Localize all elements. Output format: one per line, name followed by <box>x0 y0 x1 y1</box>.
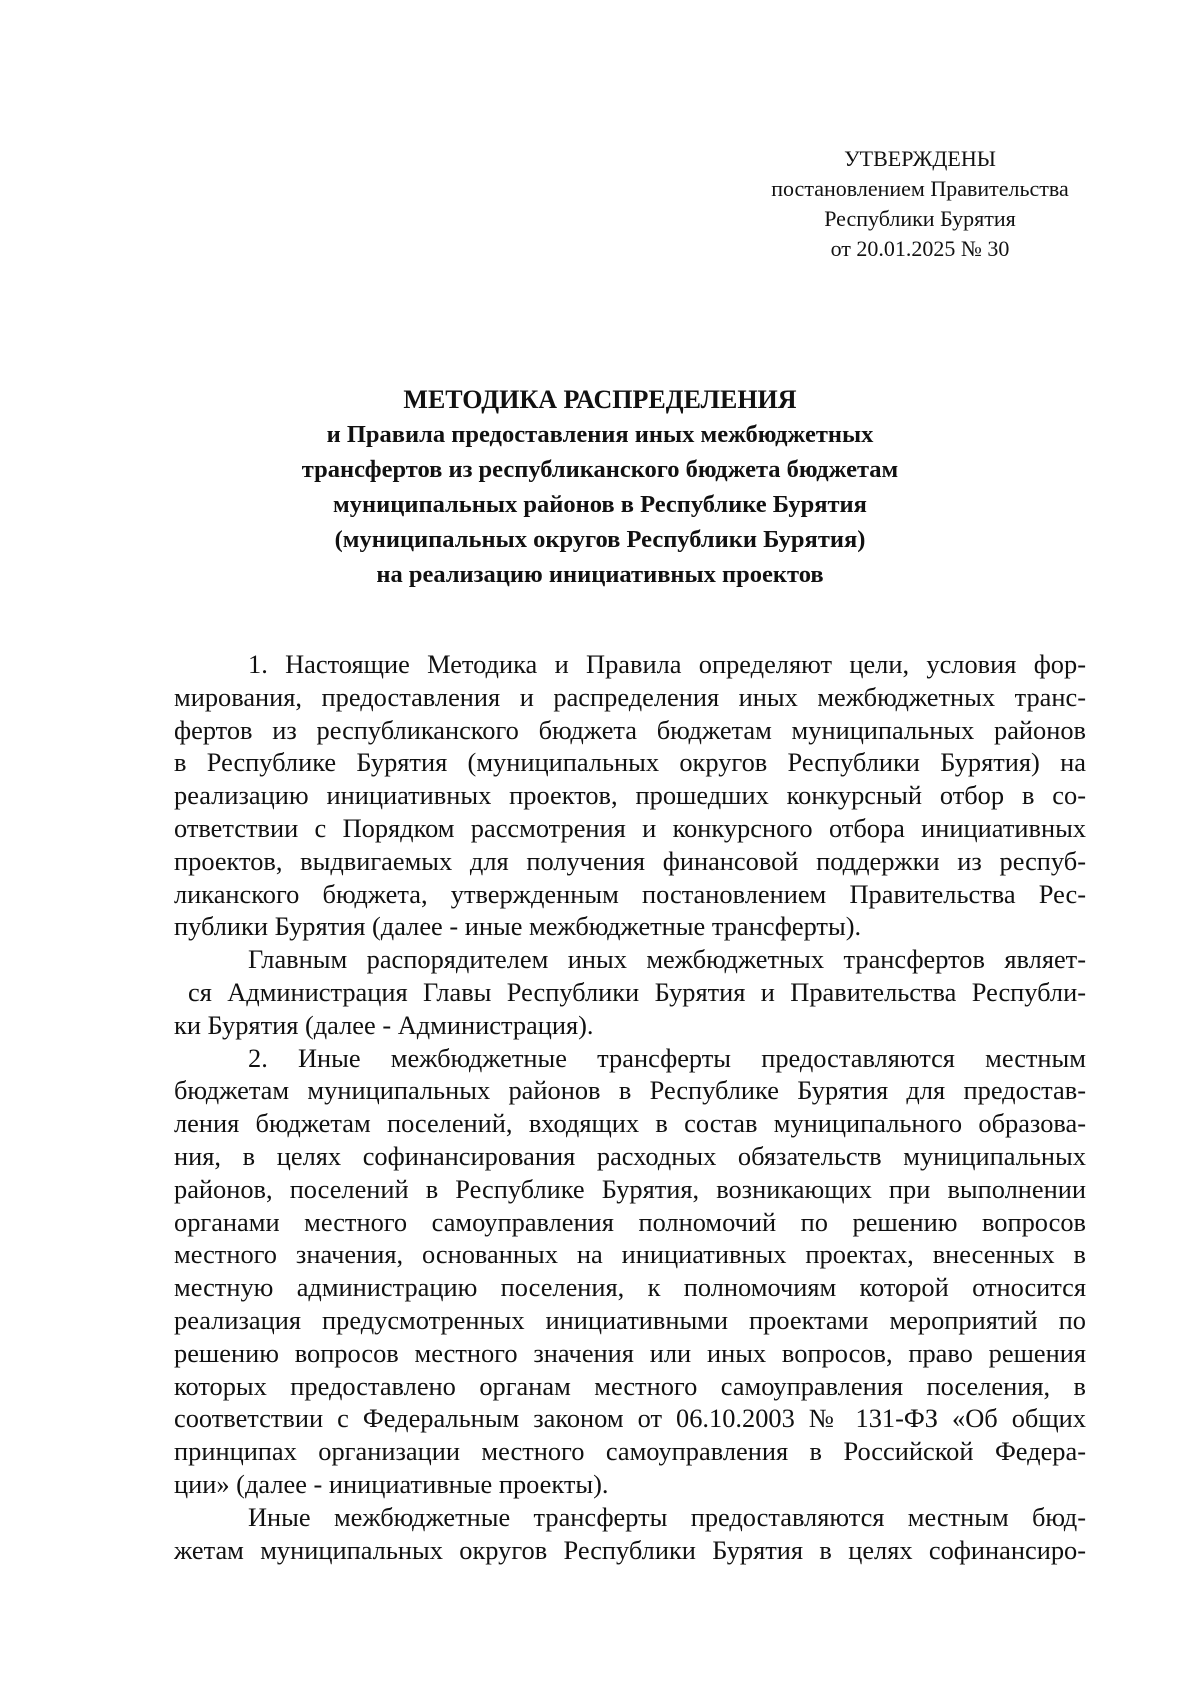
paragraph-line: ки Бурятия (далее - Администрация). <box>174 1009 594 1040</box>
title-line: на реализацию инициативных проектов <box>376 561 824 588</box>
title-line: (муниципальных округов Республики Бурятия) <box>334 526 866 553</box>
paragraph-line: органами местного самоуправления полномочий по решению вопросов <box>174 1206 1086 1237</box>
paragraph-line: фертов из республиканского бюджета бюджетам муниципальных районов <box>174 714 1086 745</box>
paragraph-line: проектов, выдвигаемых для получения финансовой поддержки из респуб- <box>174 845 1086 876</box>
paragraph-line: жетам муниципальных округов Республики Бурятия в целях софинансиро- <box>174 1534 1086 1565</box>
paragraph-line: ликанского бюджета, утвержденным постановлением Правительства Рес- <box>174 878 1086 909</box>
title-line: и Правила предоставления иных межбюджетных <box>326 421 874 448</box>
title-line: муниципальных районов в Республике Бурятия <box>333 491 867 518</box>
paragraph-line: местную администрацию поселения, к полномочиям которой относится <box>174 1272 1086 1303</box>
paragraph-line: Иные межбюджетные трансферты предоставляются местным бюд- <box>248 1501 1086 1532</box>
paragraph-line: районов, поселений в Республике Бурятия, возникающих при выполнении <box>174 1173 1086 1204</box>
title-line: трансфертов из республиканского бюджета бюджетам <box>301 456 899 483</box>
paragraph-line: мирования, предоставления и распределения иных межбюджетных транс- <box>174 681 1086 712</box>
paragraph-line: 1. Настоящие Методика и Правила определяют цели, условия фор- <box>248 649 1086 679</box>
paragraph-line: публики Бурятия (далее - иные межбюджетные трансферты). <box>174 911 862 942</box>
paragraph-line: ответствии с Порядком рассмотрения и конкурсного отбора инициативных <box>174 812 1086 843</box>
document-body <box>174 648 1086 1566</box>
paragraph-line: местного значения, основанных на инициативных проектах, внесенных в <box>174 1239 1086 1270</box>
approval-line: Республики Бурятия <box>824 206 1016 231</box>
paragraph-line: которых предоставлено органам местного самоуправления поселения, в <box>174 1370 1086 1401</box>
approval-heading: УТВЕРЖДЕНЫ <box>844 146 996 171</box>
paragraph-line: реализацию инициативных проектов, прошедших конкурсный отбор в со- <box>174 780 1086 811</box>
paragraph-line: реализация предусмотренных инициативными проектами мероприятий по <box>174 1304 1086 1335</box>
document-title <box>170 382 1030 592</box>
paragraph-line: в Республике Бурятия (муниципальных округов Республики Бурятия) на <box>174 747 1086 778</box>
approval-line: постановлением Правительства <box>771 176 1069 201</box>
paragraph-line: ления бюджетам поселений, входящих в состав муниципального образова- <box>174 1108 1086 1139</box>
title-main: МЕТОДИКА РАСПРЕДЕЛЕНИЯ <box>403 385 797 414</box>
paragraph-line: ся Администрация Главы Республики Бурятия и Правительства Республи- <box>188 976 1086 1007</box>
approval-date-number: от 20.01.2025 № 30 <box>830 236 1010 261</box>
paragraph-line: 2. Иные межбюджетные трансферты предоставляются местным <box>248 1042 1086 1073</box>
paragraph-line: ния, в целях софинансирования расходных обязательств муниципальных <box>174 1140 1086 1171</box>
paragraph-line: соответствии с Федеральным законом от 06.10.2003 № 131-ФЗ «Об общих <box>174 1403 1086 1434</box>
paragraph-line: бюджетам муниципальных районов в Республике Бурятия для предостав- <box>174 1075 1086 1106</box>
paragraph-line: ции» (далее - инициативные проекты). <box>174 1468 609 1499</box>
paragraph-line: решению вопросов местного значения или иных вопросов, право решения <box>174 1337 1086 1368</box>
paragraph-line: Главным распорядителем иных межбюджетных трансфертов являет- <box>248 944 1086 975</box>
paragraph-line: принципах организации местного самоуправления в Российской Федера- <box>174 1436 1086 1467</box>
approval-stamp-block <box>740 144 1100 264</box>
